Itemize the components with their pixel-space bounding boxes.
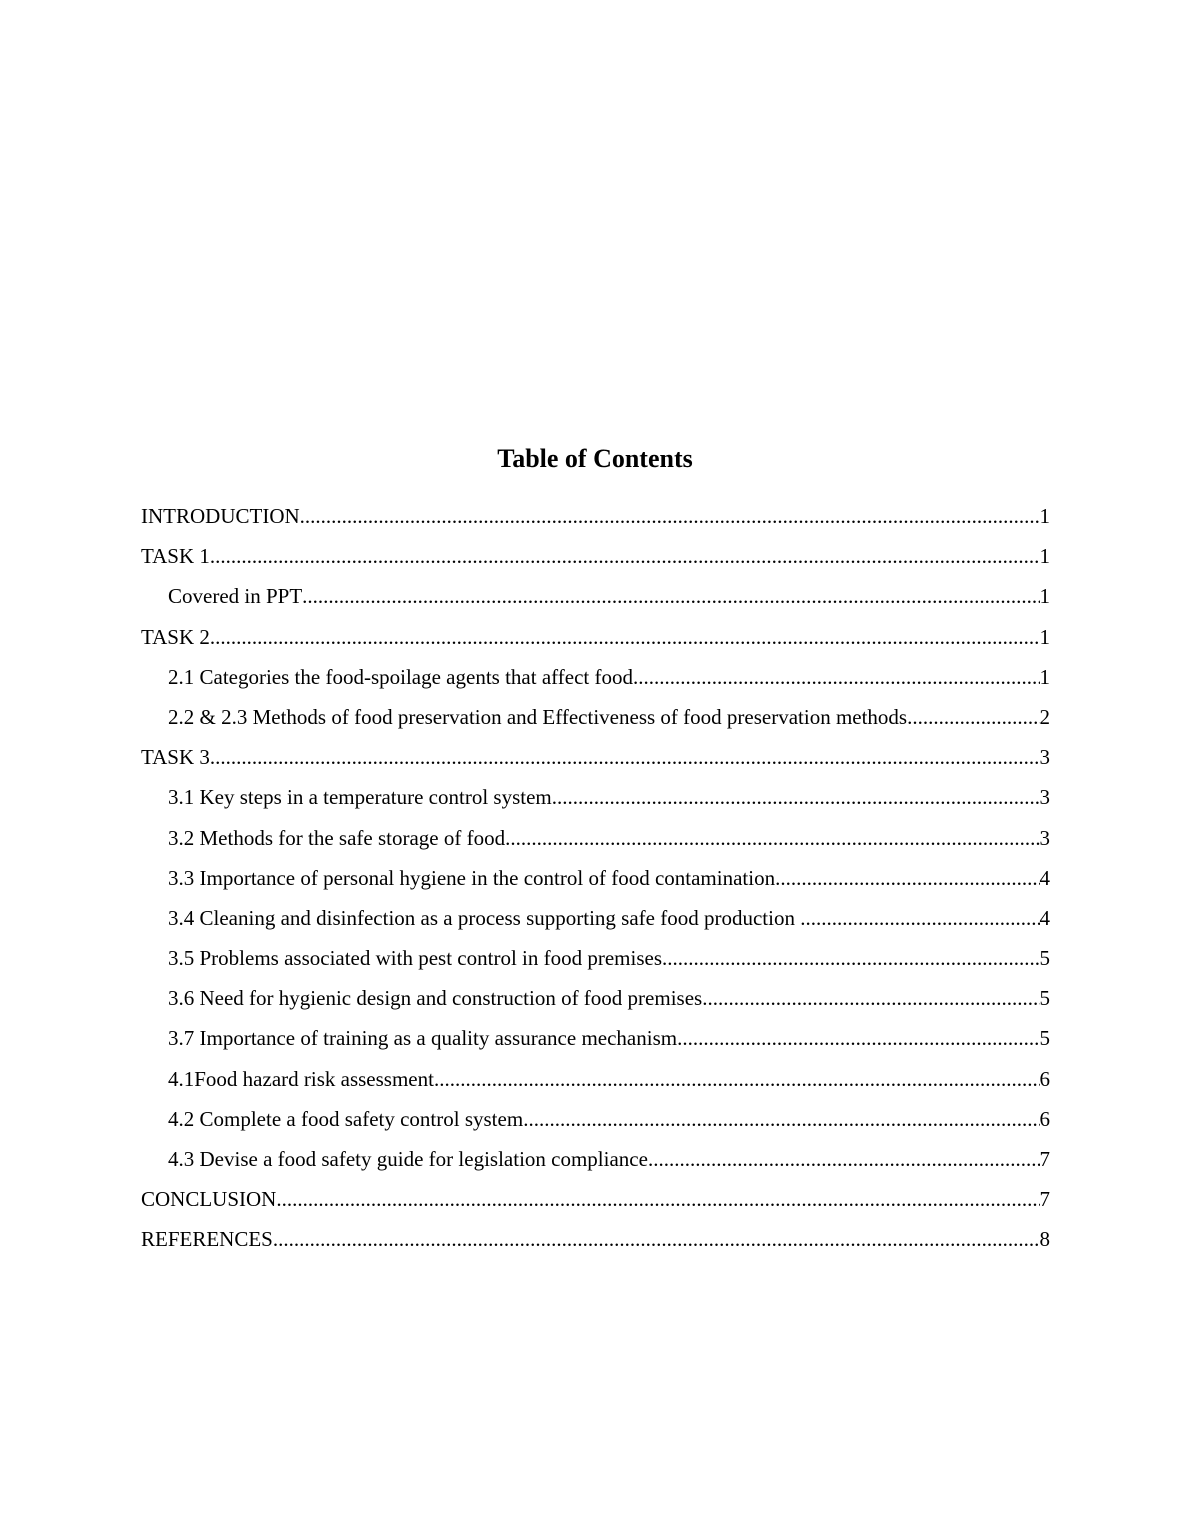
toc-entry-label: TASK 2 <box>141 624 210 649</box>
toc-entry-label: 2.2 & 2.3 Methods of food preservation and Effectiveness of food preservation methods <box>168 704 908 729</box>
dot-leader <box>302 578 1039 614</box>
toc-page-number: 1 <box>1039 664 1050 689</box>
toc-entry-3-6[interactable] <box>141 980 1050 1020</box>
table-of-contents <box>141 498 1050 1262</box>
toc-page-number: 4 <box>1039 865 1050 890</box>
dot-leader <box>210 619 1040 655</box>
toc-entry-task-1[interactable] <box>141 538 1050 578</box>
toc-entry-3-1[interactable] <box>141 779 1050 819</box>
toc-entry-label: 4.3 Devise a food safety guide for legislation compliance <box>168 1147 648 1171</box>
dot-leader <box>702 980 1039 1016</box>
toc-page-number: 4 <box>1039 905 1050 930</box>
toc-entry-2-2-2-3[interactable] <box>141 699 1050 739</box>
toc-page-number: 5 <box>1039 986 1050 1011</box>
dot-leader <box>300 498 1040 534</box>
toc-page-number: 7 <box>1039 1147 1050 1171</box>
dot-leader <box>552 779 1040 815</box>
dot-leader <box>633 659 1040 695</box>
toc-entry-4-2[interactable] <box>141 1101 1050 1141</box>
toc-page-number: 6 <box>1039 1106 1050 1131</box>
toc-entry-covered-in-ppt[interactable] <box>141 578 1050 618</box>
page-title: Table of Contents <box>497 444 693 473</box>
toc-entry-label: 2.1 Categories the food-spoilage agents that affect food <box>168 664 633 689</box>
dot-leader <box>505 820 1039 856</box>
toc-entry-4-1[interactable] <box>141 1061 1050 1101</box>
toc-entry-label: 3.1 Key steps in a temperature control system <box>168 785 552 810</box>
toc-page-number: 7 <box>1039 1187 1050 1212</box>
toc-page-number: 1 <box>1039 544 1050 569</box>
toc-entry-3-4[interactable] <box>141 900 1050 940</box>
toc-entry-label: 4.2 Complete a food safety control system <box>168 1106 524 1131</box>
toc-page-number: 1 <box>1039 584 1050 609</box>
toc-entry-2-1[interactable] <box>141 659 1050 699</box>
toc-entry-label: 3.4 Cleaning and disinfection as a process supporting safe food production <box>168 905 801 930</box>
toc-entry-references[interactable] <box>141 1221 1050 1261</box>
dot-leader <box>677 1020 1039 1056</box>
dot-leader <box>662 940 1039 976</box>
toc-page-number: 1 <box>1039 624 1050 649</box>
toc-page-number: 5 <box>1039 946 1050 971</box>
toc-entry-task-2[interactable] <box>141 619 1050 659</box>
dot-leader <box>523 1101 1039 1137</box>
toc-entry-label: INTRODUCTION <box>141 504 300 528</box>
dot-leader <box>434 1061 1040 1097</box>
toc-entry-label: 3.7 Importance of training as a quality assurance mechanism <box>168 1026 678 1051</box>
toc-entry-label: CONCLUSION <box>141 1187 277 1212</box>
toc-entry-introduction[interactable] <box>141 498 1050 538</box>
toc-entry-label: 3.2 Methods for the safe storage of food <box>168 825 506 850</box>
dot-leader <box>210 538 1040 574</box>
dot-leader <box>907 699 1039 735</box>
toc-entry-label: Covered in PPT <box>168 584 303 609</box>
toc-entry-label: 3.5 Problems associated with pest control in food premises <box>168 946 663 971</box>
toc-page-number: 1 <box>1039 504 1050 528</box>
toc-entry-label: 4.1Food hazard risk assessment <box>168 1066 434 1091</box>
toc-page-number: 5 <box>1039 1026 1050 1051</box>
dot-leader <box>648 1141 1040 1177</box>
toc-entry-label: 3.6 Need for hygienic design and construction of food premises <box>168 986 703 1011</box>
toc-entry-label: TASK 3 <box>141 745 210 770</box>
dot-leader <box>276 1181 1039 1217</box>
toc-entry-label: 3.3 Importance of personal hygiene in the control of food contamination <box>168 865 776 890</box>
toc-entry-3-3[interactable] <box>141 860 1050 900</box>
dot-leader <box>210 739 1040 775</box>
toc-entry-4-3[interactable] <box>141 1141 1050 1181</box>
toc-page-number: 3 <box>1039 785 1050 810</box>
toc-entry-label: TASK 1 <box>141 544 210 569</box>
toc-entry-task-3[interactable] <box>141 739 1050 779</box>
toc-page-number: 2 <box>1039 704 1050 729</box>
toc-entry-3-5[interactable] <box>141 940 1050 980</box>
toc-page-number: 3 <box>1039 825 1050 850</box>
dot-leader <box>273 1221 1040 1257</box>
toc-entry-3-2[interactable] <box>141 820 1050 860</box>
toc-entry-label: REFERENCES <box>141 1227 273 1252</box>
toc-page-number: 3 <box>1039 745 1050 770</box>
toc-entry-3-7[interactable] <box>141 1020 1050 1060</box>
dot-leader <box>800 900 1039 936</box>
toc-page-number: 6 <box>1039 1066 1050 1091</box>
toc-entry-conclusion[interactable] <box>141 1181 1050 1221</box>
dot-leader <box>775 860 1039 896</box>
toc-page-number: 8 <box>1039 1227 1050 1252</box>
